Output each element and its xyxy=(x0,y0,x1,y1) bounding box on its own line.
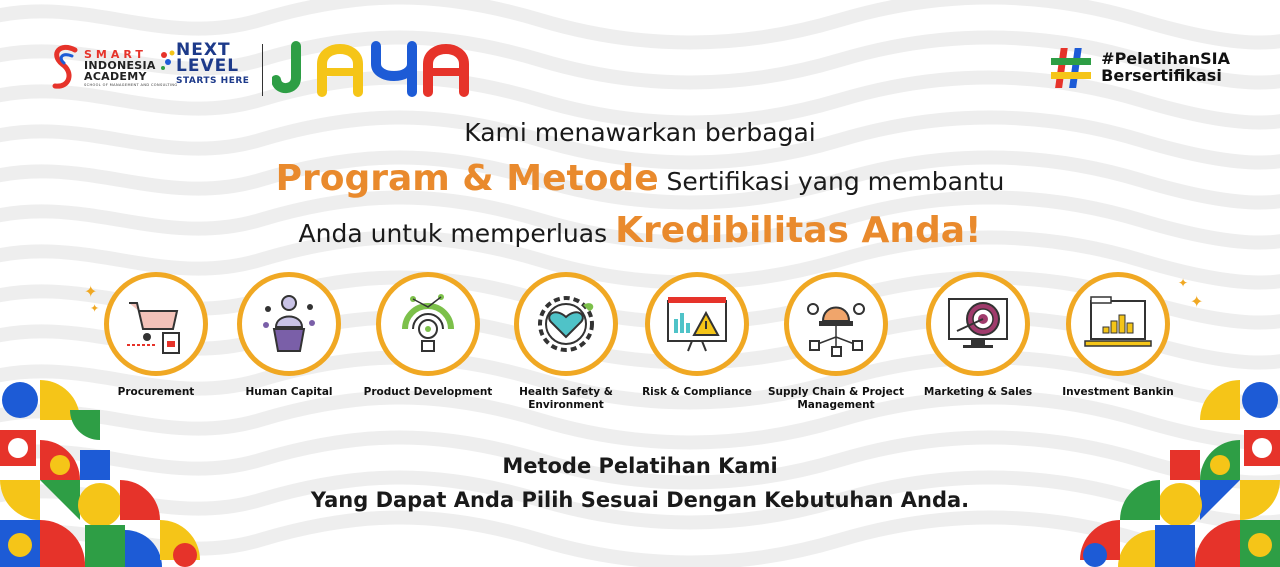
program-circle xyxy=(1066,272,1170,376)
person-plant-icon xyxy=(254,289,324,359)
next-level-line3: STARTS HERE xyxy=(176,76,250,87)
next-level-line1: NEXT xyxy=(176,40,231,60)
gear-heart-icon xyxy=(531,289,601,359)
program-label: Health Safety & Environment xyxy=(519,386,613,411)
hash-icon xyxy=(1049,46,1093,90)
program-product-development[interactable] xyxy=(353,272,503,399)
program-list xyxy=(0,272,1280,422)
sia-logo-line3: ACADEMY xyxy=(84,69,147,83)
headline-line3 xyxy=(0,210,1280,251)
jaya-logo xyxy=(272,40,472,100)
shopping-cart-icon xyxy=(121,289,191,359)
lightbulb-gear-icon xyxy=(393,289,463,359)
program-supply-chain-project-management[interactable] xyxy=(761,272,911,411)
smart-indonesia-academy-logo xyxy=(50,42,178,94)
hashtag-line2: Bersertifikasi xyxy=(1101,66,1222,85)
program-label: Risk & Compliance xyxy=(642,386,752,398)
program-risk-compliance[interactable] xyxy=(622,272,772,399)
next-level-line2: LEVEL xyxy=(176,56,240,77)
target-monitor-icon xyxy=(943,289,1013,359)
sparkle-icon: ✦ xyxy=(1190,292,1204,311)
sia-logo-tagline: SCHOOL OF MANAGEMENT AND CONSULTING xyxy=(84,82,178,87)
program-human-capital[interactable] xyxy=(214,272,364,399)
program-label: Investment Bankin xyxy=(1062,386,1174,398)
program-label: Product Development xyxy=(363,386,493,398)
program-label: Marketing & Sales xyxy=(923,386,1033,398)
program-procurement[interactable] xyxy=(81,272,231,399)
next-level-logo xyxy=(160,42,249,86)
network-hub-icon xyxy=(801,289,871,359)
hashtag-line1: #PelatihanSIA xyxy=(1101,49,1230,69)
program-circle xyxy=(926,272,1030,376)
sia-logo-line1: SMART xyxy=(84,47,147,61)
next-level-dots-icon xyxy=(160,49,176,79)
logo-divider xyxy=(262,44,263,96)
headline-line2 xyxy=(0,158,1280,199)
sparkle-icon: ✦ xyxy=(1178,276,1189,290)
program-health-safety-environment[interactable] xyxy=(491,272,641,411)
program-circle xyxy=(376,272,480,376)
headline-line1: Kami menawarkan berbagai xyxy=(464,118,816,147)
program-label: Human Capital xyxy=(245,386,333,398)
program-marketing-sales[interactable] xyxy=(903,272,1053,399)
headline-accent-program: Program & Metode xyxy=(275,158,659,199)
program-circle xyxy=(237,272,341,376)
warning-board-icon xyxy=(662,289,732,359)
methods-subheading: Yang Dapat Anda Pilih Sesuai Dengan Kebutuhan Anda. xyxy=(310,488,970,512)
program-circle xyxy=(514,272,618,376)
program-investment-banking[interactable] xyxy=(1043,272,1193,399)
headline-line2-rest: Sertifikasi yang membantu xyxy=(658,167,1005,196)
sia-s-mark-icon xyxy=(50,42,80,94)
sparkle-icon: ✦ xyxy=(90,302,100,315)
program-circle xyxy=(784,272,888,376)
program-label: Supply Chain & Project Management xyxy=(767,386,905,411)
headline-accent-kredibilitas: Kredibilitas Anda! xyxy=(615,210,982,251)
program-circle xyxy=(645,272,749,376)
methods-heading: Metode Pelatihan Kami xyxy=(502,454,778,478)
program-label: Procurement xyxy=(117,386,195,398)
headline-line3-pre: Anda untuk memperluas xyxy=(298,219,616,248)
program-circle xyxy=(104,272,208,376)
sparkle-icon: ✦ xyxy=(84,282,98,301)
sia-logo-line2: INDONESIA xyxy=(84,58,156,72)
hashtag-badge xyxy=(1049,46,1230,90)
bar-chart-laptop-icon xyxy=(1083,289,1153,359)
